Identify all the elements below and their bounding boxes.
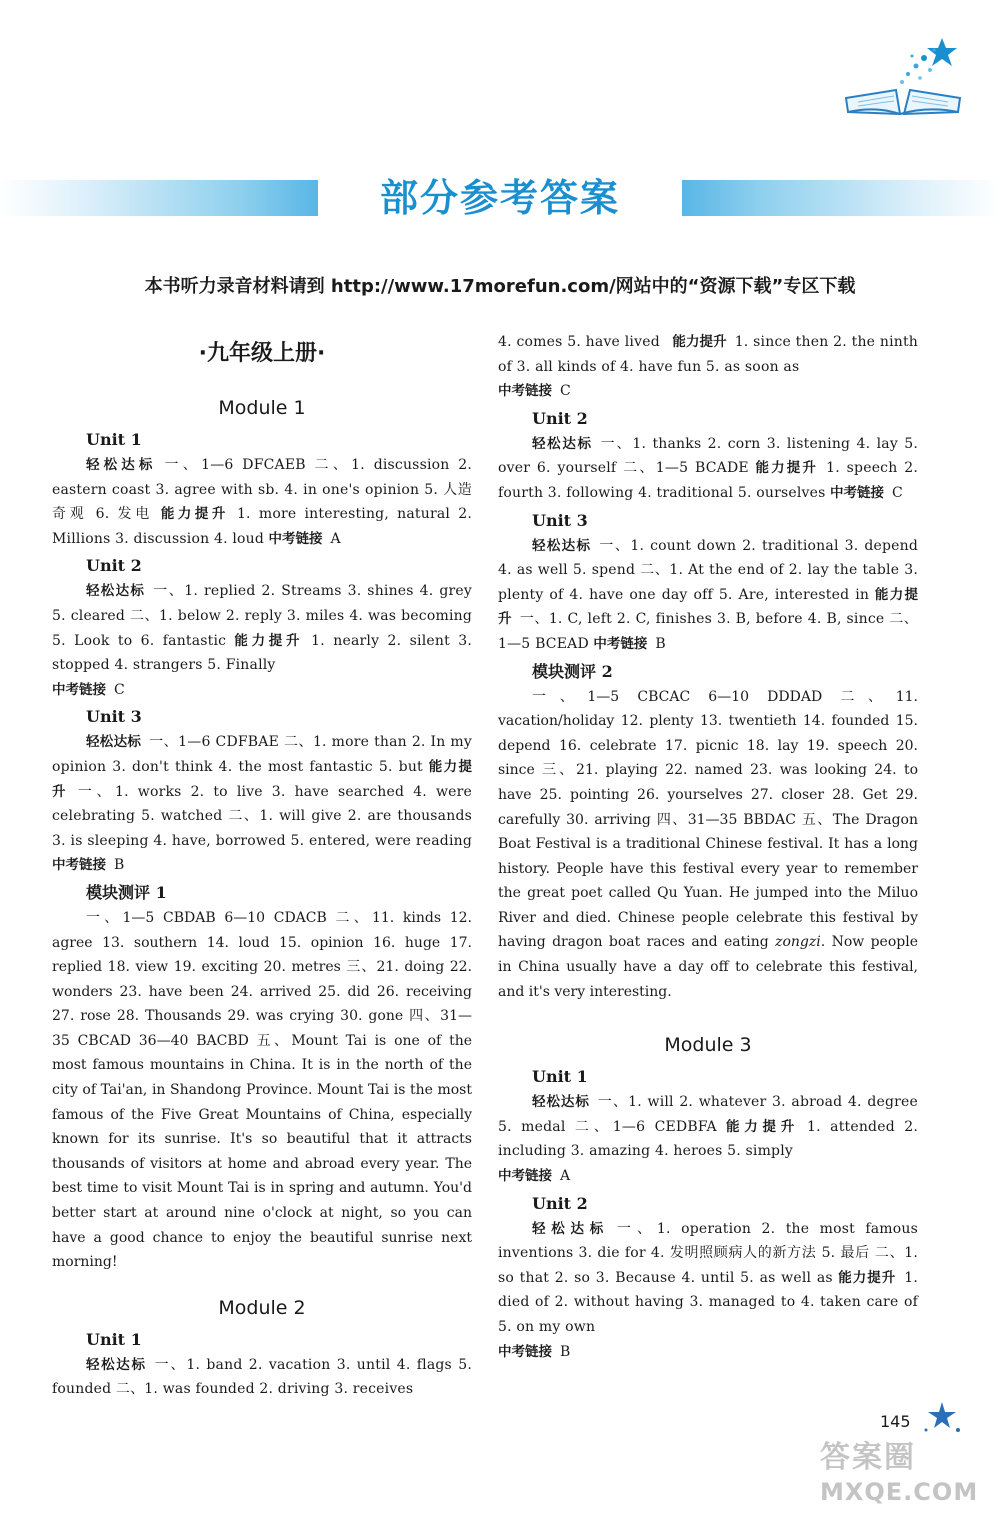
ability-label: 能力提升 [726,1118,799,1135]
exam-label: 中考链接 [829,484,884,501]
easy-label: 轻松达标 [86,1356,147,1373]
answer-paragraph: 中考链接 B [498,1343,571,1360]
ability-label: 能力提升 [838,1269,897,1286]
exam-label: 中考链接 [498,383,552,400]
module-heading: Module 2 [218,1296,306,1319]
answer-paragraph: 轻松达标 一、1. operation 2. the most famous inventions 3. die for 4. 发明照顾病人的新方法 5. 最后 二、1. so that 2. so 3. Because 4. until 5. as well as 能力提升 1. died of 2. without having 3. managed to 4. taken care of 5. on my own [498,1220,918,1335]
answer-paragraph: 中考链接 A [498,1168,571,1185]
unit-heading: Unit 3 [532,510,588,530]
grade-heading: ·九年级上册· [198,341,326,366]
easy-label: 轻松达标 [532,537,592,554]
ability-label: 能力提升 [234,632,304,649]
open-book-with-stars-icon [838,28,968,120]
ability-label: 能力提升 [755,460,819,477]
sparkle-icon [920,1400,964,1436]
page-number: 145 [880,1412,911,1431]
watermark-bottom: MXQE.COM [820,1478,979,1506]
right-column [498,330,918,1364]
exam-label: 中考链接 [498,1168,552,1185]
watermark [820,1432,990,1506]
easy-label: 轻松达标 [532,1220,610,1237]
answer-paragraph: 中考链接 C [498,383,571,400]
answer-paragraph: 轻松达标 一、1. thanks 2. corn 3. listening 4. lay 5. over 6. yourself 二、1—5 BCADE 能力提升 1. speech 2. fourth 3. following 4. traditional 5. ourselves 中考链接 C [498,435,919,501]
exam-label: 中考链接 [268,530,323,547]
answer-paragraph: 一、1—5 CBCAC 6—10 DDDAD 二、11. vacation/holiday 12. plenty 13. twentieth 14. founded 15. depend 16. celebrate 17. picnic 18. lay 19. speech 20. since 三、21. playing 22. named 23. was looking 24. to have 25. pointing 26. yourselves 27. closer 28. Get 29. carefully 30. arriving 四、31—35 BBDAC 五、The Dragon Boat Festival is a traditional Chinese festival. It has a long history. People have this festival every year to remember the great poet called Qu Yuan. He jumped into the Miluo River and died. Chinese people celebrate this festival by having dragon boat races and eating zongzi. Now people in China usually have a day off to celebrate this festival, and it's very interesting. [498,688,918,1000]
unit-heading: Unit 1 [86,430,142,449]
ability-label: 能力提升 [498,586,919,628]
module-heading: Module 1 [218,397,306,419]
easy-label: 轻松达标 [86,583,146,600]
answer-paragraph: 轻松达标 一、1. replied 2. Streams 3. shines 4. grey 5. cleared 二、1. below 2. reply 3. miles 4. was becoming 5. Look to 6. fantastic 能力提升 1. nearly 2. silent 3. stopped 4. strangers 5. Finally [52,583,473,674]
answer-paragraph: 4. comes 5. have lived 能力提升 1. since then 2. the ninth of 3. all kinds of 4. have fun 5. as soon as [498,334,919,375]
answer-paragraph: 轻松达标 一、1. will 2. whatever 3. abroad 4. degree 5. medal 二、1—6 CEDBFA 能力提升 1. attended 2. including 3. amazing 4. heroes 5. simply [498,1094,919,1160]
unit-heading: Unit 1 [86,1329,142,1349]
exam-label: 中考链接 [52,681,106,698]
easy-label: 轻松达标 [532,435,593,452]
unit-heading: Unit 1 [532,1067,588,1087]
left-column [52,330,472,1402]
answer-paragraph: 轻松达标 一、1. band 2. vacation 3. until 4. flags 5. founded 二、1. was founded 2. driving 3. receives [52,1356,472,1398]
answer-paragraph: 轻松达标 一、1—6 DFCAEB 二、1. discussion 2. eastern coast 3. agree with sb. 4. in one's opinion 5. 人造奇观 6. 发电 能力提升 1. more interesting, natural 2. Millions 3. discussion 4. loud 中考链接 A [52,457,473,547]
unit-heading: Unit 2 [532,408,588,428]
test-heading: 模块测评 2 [532,661,613,681]
unit-heading: Unit 2 [86,556,142,576]
watermark-top: 答案圈 [820,1440,916,1475]
download-notice: 本书听力录音材料请到 http://www.17morefun.com/网站中的“资源下载”专区下载 [144,276,856,297]
answer-paragraph: 轻松达标 一、1. count down 2. traditional 3. depend 4. as well 5. spend 二、1. At the end of 2. lay the table 3. plenty of 4. have one day off 5. Are, interested in 能力提升 一、1. C, left 2. C, finishes 3. B, before 4. B, since 二、1—5 BCEAD 中考链接 B [498,537,919,652]
module-heading: Module 3 [664,1034,752,1057]
easy-label: 轻松达标 [86,734,142,751]
exam-label: 中考链接 [593,635,648,652]
ability-label: 能力提升 [160,506,229,523]
unit-heading: Unit 2 [532,1193,588,1213]
ability-label: 能力提升 [52,758,473,800]
exam-label: 中考链接 [52,857,106,874]
answer-paragraph: 一、1—5 CBDAB 6—10 CDACB 二、11. kinds 12. agree 13. southern 14. loud 15. opinion 16. huge 17. replied 18. view 19. exciting 20. metres 三、21. doing 22. wonders 23. have been 24. arrived 25. did 26. receiving 27. rose 28. Thousands 29. was crying 30. gone 四、31—35 CBCAD 36—40 BACBD 五、Mount Tai is one of the most famous mountains in China. It is in the north of the city of Tai'an, in Shandong Province. Mount Tai is the most famous of the Five Great Mountains of China, especially known for its sunrise. It's so beautiful that it attracts thousands of visitors at home and abroad every year. The best time to visit Mount Tai is in spring and autumn. You'd better start at around nine o'clock at night, so you can have a good chance to enjoy the beautiful sunrise next morning! [52,909,472,1271]
page-title: 部分参考答案 [379,176,620,220]
easy-label: 轻松达标 [532,1094,590,1111]
ability-label: 能力提升 [672,334,727,350]
answer-paragraph: 轻松达标 一、1—6 CDFBAE 二、1. more than 2. In my opinion 3. don't think 4. the most fantastic 5. but 能力提升 一、1. works 2. to live 3. have searched 4. were celebrating 5. watched 二、1. will give 2. are thousands 3. is sleeping 4. have, borrowed 5. entered, were reading 中考链接 B [52,734,473,874]
test-heading: 模块测评 1 [86,882,167,902]
unit-heading: Unit 3 [86,707,142,727]
answer-paragraph: 中考链接 C [52,681,125,698]
exam-label: 中考链接 [498,1343,552,1360]
easy-label: 轻松达标 [86,457,157,473]
